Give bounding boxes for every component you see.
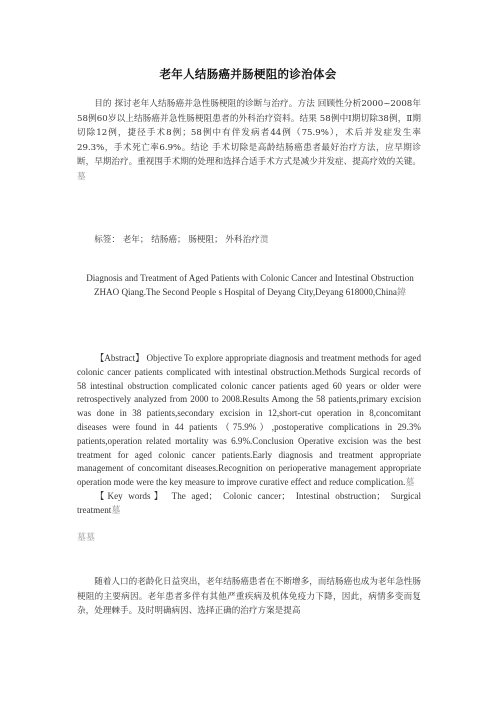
trailing-mark: 鍏 <box>396 286 407 297</box>
trailing-mark: 灠 <box>259 235 269 245</box>
separator-marks: 墓墓 <box>77 533 96 543</box>
trailing-mark: 墓 <box>405 477 415 488</box>
chinese-abstract <box>77 97 421 184</box>
chinese-abstract-text: 目的 探讨老年人结肠癌并急性肠梗阻的诊断与治疗。方法 回顾性分析2000~2008年58例60岁以上结肠癌并急性肠梗阻患者的外科治疗资料。结果 58例中Ⅰ期切除38例，Ⅱ期切除12例，捷径手术8例；58例中有伴发病者44例（75.9%），术后并发症发生率29.3%，手术死亡率6.9%。结论 手术切除是高龄结肠癌患者最好治疗方法，应早期诊断，早期治疗。重视围手术期的处理和选择合适手术方式是减少并发症、提高疗效的关键。 <box>77 99 421 167</box>
trailing-mark: 墓 <box>111 504 121 515</box>
english-title <box>77 272 423 300</box>
body-paragraph-text: 随着人口的老龄化日益突出，老年结肠癌患者在不断增多，而结肠癌也成为老年急性肠梗阻的主要病因。老年患者多伴有其他严重疾病及机体免疫力下降，因此，病情多变而复杂，处理棘手。及时明确病因、选择正确的治疗方案是提高 <box>77 577 421 616</box>
body-paragraph <box>77 575 421 619</box>
english-keywords <box>77 490 421 518</box>
article-title: 老年人结肠癌并肠梗阻的诊治体会 <box>159 67 337 81</box>
trailing-mark: 墓 <box>77 171 86 182</box>
english-title-text: Diagnosis and Treatment of Aged Patients with Colonic Cancer and Intestinal Obstruction ZHAO Qiang.The Second People s Hospital of Deyang City,Deyang 618000,China <box>86 273 414 297</box>
chinese-keywords <box>77 233 421 248</box>
chinese-keywords-text: 标签： 老年； 结肠癌； 肠梗阻； 外科治疗 <box>94 235 260 245</box>
english-abstract <box>77 352 421 490</box>
english-keywords-text: 【Key words】 The aged； Colonic cancer； Intestinal obstruction； Surgical treatment <box>77 491 421 515</box>
english-abstract-text: 【Abstract】 Objective To explore appropriate diagnosis and treatment methods for aged colonic cancer patients complicated with intestinal obstruction.Methods Surgical records of 58 intestinal obstruction complicated colonic cancer patients aged 60 years or older were retrospectively analyzed from 2000 to 2008.Results Among the 58 patients,primary excision was done in 38 patients,secondary excision in 12,short-cut operation in 8,concomitant diseases were found in 44 patients（75.9%）,postoperative complications in 29.3% patients,operation related mortality was 6.9%.Conclusion Operative excision was the best treatment for aged colonic cancer patients.Early diagnosis and treatment appropriate management of concomitant diseases.Recognition on perioperative management appropriate operation mode were the key measure to improve curative effect and reduce complication. <box>77 353 421 488</box>
